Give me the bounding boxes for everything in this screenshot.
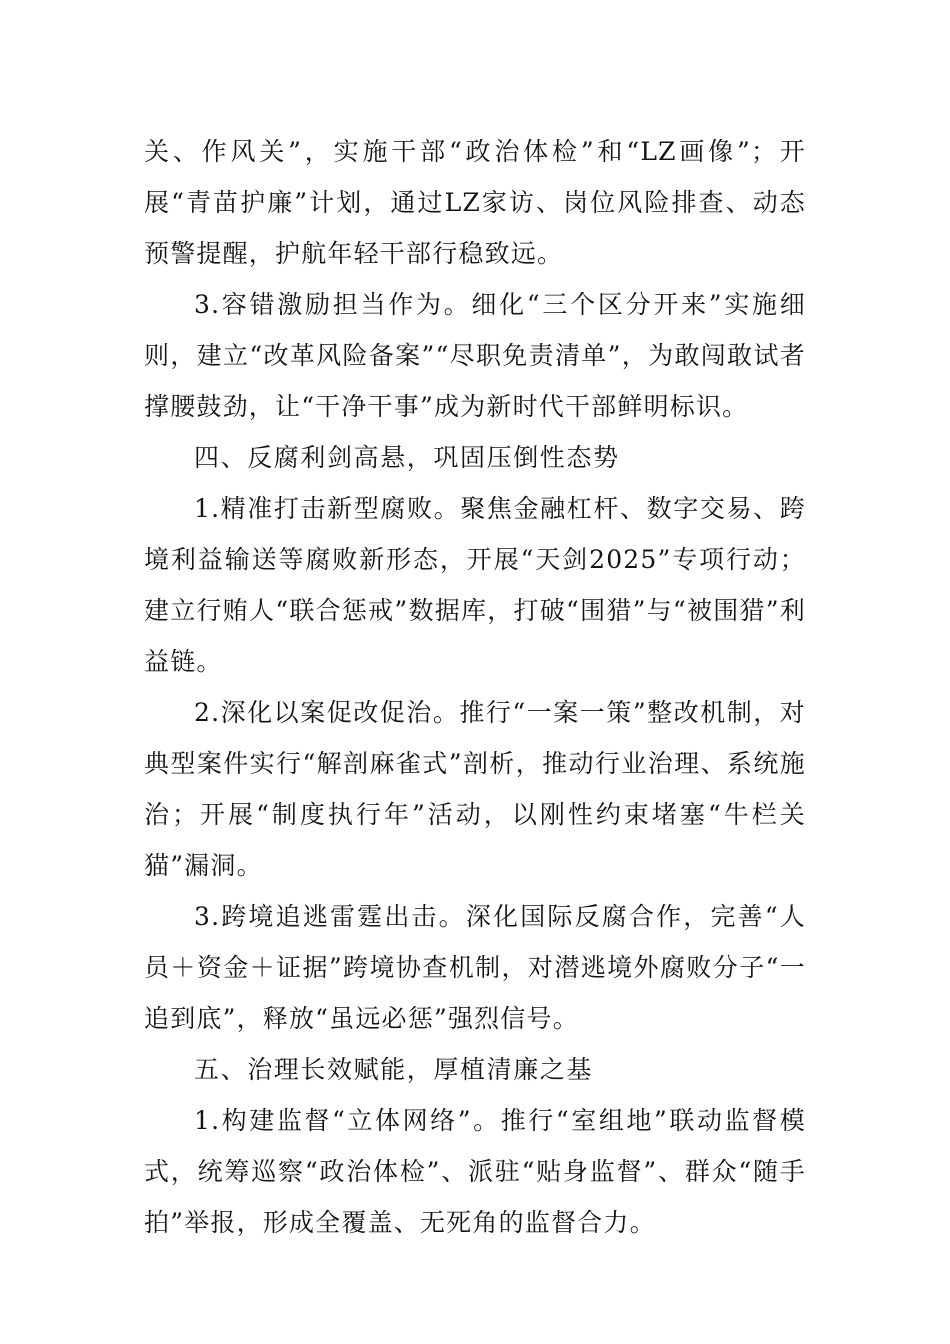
- paragraph-continued: 关、作风关”，实施干部“政治体检”和“LZ画像”；开展“青苗护廉”计划，通过LZ家访、岗位风险排查、动态预警提醒，护航年轻干部行稳致远。: [144, 137, 806, 268]
- paragraph-item-1-supervision-network: 1.构建监督“立体网络”。推行“室组地”联动监督模式，统筹巡察“政治体检”、派驻“贴身监督”、群众“随手拍”举报，形成全覆盖、无死角的监督合力。: [144, 1106, 806, 1237]
- document-body: [144, 126, 806, 1248]
- paragraph-item-3-fugitive-pursuit: 3.跨境追逃雷霆出击。深化国际反腐合作，完善“人员＋资金＋证据”跨境协查机制，对潜逃境外腐败分子“一追到底”，释放“虽远必惩”强烈信号。: [144, 902, 806, 1033]
- paragraph-item-3-error-tolerance: 3.容错激励担当作为。细化“三个区分开来”实施细则，建立“改革风险备案”“尽职免责清单”，为敢闯敢试者撑腰鼓劲，让“干净干事”成为新时代干部鲜明标识。: [144, 290, 806, 421]
- paragraph-item-2-case-reform: 2.深化以案促改促治。推行“一案一策”整改机制，对典型案件实行“解剖麻雀式”剖析，推动行业治理、系统施治；开展“制度执行年”活动，以刚性约束堵塞“牛栏关猫”漏洞。: [144, 698, 806, 880]
- section-heading-5: 五、治理长效赋能，厚植清廉之基: [194, 1055, 594, 1084]
- section-heading-4: 四、反腐利剑高悬，巩固压倒性态势: [194, 443, 620, 472]
- paragraph-item-1-new-corruption: 1.精准打击新型腐败。聚焦金融杠杆、数字交易、跨境利益输送等腐败新形态，开展“天剑2025”专项行动；建立行贿人“联合惩戒”数据库，打破“围猎”与“被围猎”利益链。: [144, 494, 806, 676]
